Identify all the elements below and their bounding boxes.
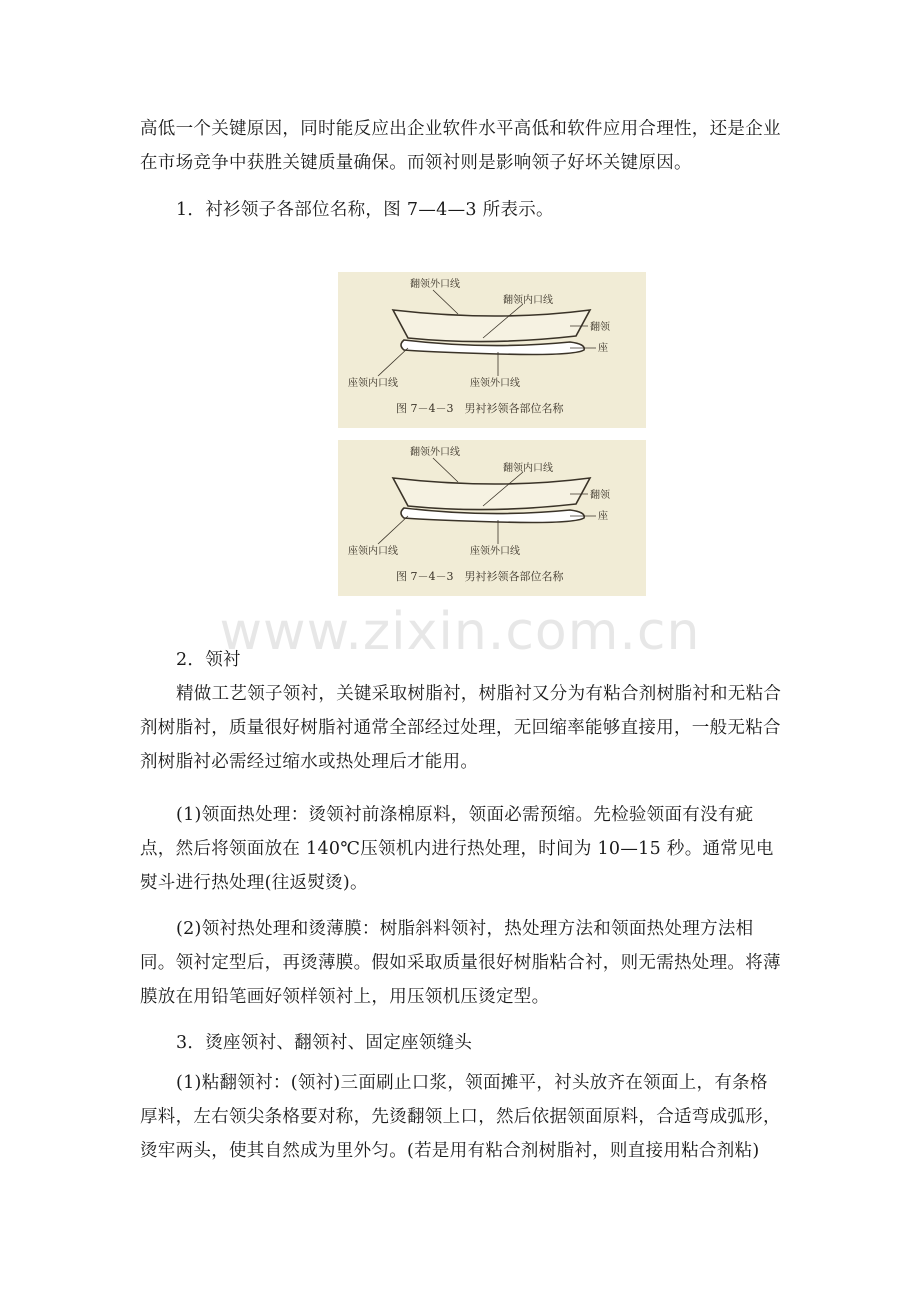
label-inner-edge: 翻领内口线 [503, 295, 553, 306]
label-stand: 座 [598, 511, 608, 522]
collar-figure-2 [338, 440, 646, 596]
collar-diagram-1 [338, 272, 646, 428]
paragraph-collar-lining: 精做工艺领子领衬，关键采取树脂衬，树脂衬又分为有粘合剂树脂衬和无粘合剂树脂衬，质量很好树脂衬通常全部经过处理，无回缩率能够直接用，一般无粘合剂树脂衬必需经过缩水或热处理后才能用。 [140, 684, 782, 772]
label-top-collar: 翻领 [590, 490, 610, 501]
paragraph-collar-heat-treatment: (1)领面热处理：烫领衬前涤棉原料，领面必需预缩。先检验领面有没有疵点，然后将领面放在 140℃压领机内进行热处理，时间为 10—15 秒。通常见电熨斗进行热处理(往返熨烫)。 [140, 805, 774, 893]
section-1-heading: 1．衬衫领子各部位名称，图 7—4—3 所表示。 [176, 200, 554, 220]
watermark: www.zixin.com.cn [219, 602, 701, 662]
collar-diagram-2 [338, 440, 646, 596]
label-stand-outer: 座领外口线 [470, 546, 520, 557]
collar-figure-1 [338, 272, 646, 428]
label-outer-edge: 翻领外口线 [410, 279, 460, 290]
label-stand-inner: 座领内口线 [348, 546, 398, 557]
label-stand-outer: 座领外口线 [470, 378, 520, 389]
paragraph-bond-top-collar: (1)粘翻领衬：(领衬)三面刷止口浆，领面摊平，衬头放齐在领面上，有条格厚料，左右领尖条格要对称，先烫翻领上口，然后依据领面原料，合适弯成弧形，烫牢两头，使其自然成为里外匀。(若是用有粘合剂树脂衬，则直接用粘合剂粘) [140, 1073, 781, 1161]
section-2-heading: 2．领衬 [176, 650, 241, 670]
paragraph-lining-film: (2)领衬热处理和烫薄膜：树脂斜料领衬，热处理方法和领面热处理方法相同。领衬定型后，再烫薄膜。假如采取质量很好树脂粘合衬，则无需热处理。将薄膜放在用铅笔画好领样领衬上，用压领机压烫定型。 [140, 919, 781, 1007]
label-stand: 座 [598, 343, 608, 354]
figure-caption: 图 7－4－3 男衬衫领各部位名称 [396, 570, 564, 583]
section-3-heading: 3．烫座领衬、翻领衬、固定座领缝头 [176, 1033, 473, 1053]
label-inner-edge: 翻领内口线 [503, 463, 553, 474]
label-stand-inner: 座领内口线 [348, 378, 398, 389]
label-top-collar: 翻领 [590, 322, 610, 333]
figure-caption: 图 7－4－3 男衬衫领各部位名称 [396, 402, 564, 415]
paragraph-intro: 高低一个关键原因，同时能反应出企业软件水平高低和软件应用合理性，还是企业在市场竞争中获胜关键质量确保。而领衬则是影响领子好坏关键原因。 [140, 119, 781, 173]
label-outer-edge: 翻领外口线 [410, 447, 460, 458]
